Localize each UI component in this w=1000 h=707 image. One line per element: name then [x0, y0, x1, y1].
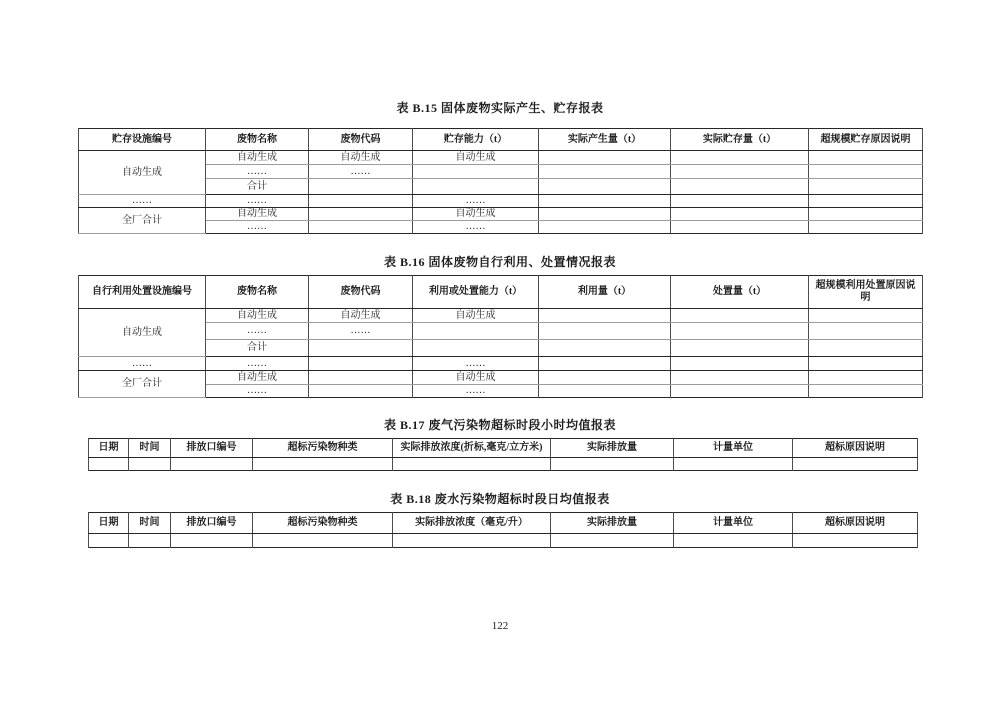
table-b15-title: 表 B.15 固体废物实际产生、贮存报表: [396, 101, 604, 115]
table-cell: [539, 151, 671, 165]
header-cell: 超标原因说明: [793, 513, 918, 534]
header-cell: 贮存能力（t）: [413, 129, 539, 151]
table-cell: [793, 534, 918, 548]
header-cell: 利用或处置能力（t）: [413, 276, 539, 309]
header-cell: 排放口编号: [171, 439, 253, 458]
table-cell: [671, 309, 809, 323]
header-cell: 计量单位: [674, 513, 793, 534]
header-cell: 日期: [89, 513, 129, 534]
header-cell: 利用量（t）: [539, 276, 671, 309]
table-row: [79, 385, 923, 398]
header-cell: 实际产生量（t）: [539, 129, 671, 151]
table-cell: ……: [309, 323, 413, 340]
table-cell: ……: [413, 195, 539, 208]
table-cell: [809, 371, 923, 385]
table-cell: [793, 458, 918, 471]
table-cell: 自动生成: [206, 151, 309, 165]
table-cell: [539, 195, 671, 208]
table-cell: [809, 309, 923, 323]
table-cell: [809, 179, 923, 195]
table-row: [79, 371, 923, 385]
table-cell: [539, 371, 671, 385]
table-cell: [539, 323, 671, 340]
header-cell: 日期: [89, 439, 129, 458]
header-cell: 废物代码: [309, 129, 413, 151]
table-cell: 自动生成: [79, 151, 206, 195]
table-header-row: [89, 439, 918, 458]
table-cell: ……: [206, 323, 309, 340]
header-cell: 实际排放浓度（毫克/升）: [393, 513, 551, 534]
table-cell: [413, 323, 539, 340]
table-cell: ……: [413, 221, 539, 234]
table-cell: [809, 357, 923, 371]
table-cell: [309, 208, 413, 221]
table-cell: [809, 385, 923, 398]
table-header-row: [79, 129, 923, 151]
header-cell: 处置量（t）: [671, 276, 809, 309]
table-header-row: [89, 513, 918, 534]
table-cell: ……: [206, 385, 309, 398]
table-cell: [674, 458, 793, 471]
table-row: [79, 179, 923, 195]
table-cell: [809, 323, 923, 340]
table-cell: [539, 385, 671, 398]
table-b16: [78, 275, 923, 398]
table-b18-title: 表 B.18 废水污染物超标时段日均值报表: [390, 492, 610, 506]
table-cell: 自动生成: [206, 208, 309, 221]
table-cell: ……: [309, 165, 413, 179]
table-cell: [539, 165, 671, 179]
header-cell: 贮存设施编号: [79, 129, 206, 151]
table-cell: [671, 357, 809, 371]
table-cell: [671, 221, 809, 234]
header-cell: 排放口编号: [171, 513, 253, 534]
table-cell: 合计: [206, 340, 309, 357]
table-cell: 自动生成: [413, 309, 539, 323]
table-cell: [539, 357, 671, 371]
header-cell: 超标污染物种类: [253, 513, 393, 534]
table-cell: 自动生成: [413, 371, 539, 385]
table-cell: [809, 151, 923, 165]
table-cell: [309, 385, 413, 398]
table-cell: [309, 340, 413, 357]
table-header-row: [79, 276, 923, 309]
table-cell: [671, 208, 809, 221]
header-cell: 自行利用处置设施编号: [79, 276, 206, 309]
table-cell: [89, 458, 129, 471]
table-cell: 全厂合计: [79, 371, 206, 398]
table-row: [79, 323, 923, 340]
header-cell: 废物名称: [206, 276, 309, 309]
table-cell: [671, 340, 809, 357]
table-cell: 自动生成: [206, 309, 309, 323]
table-cell: [413, 179, 539, 195]
table-cell: 自动生成: [206, 371, 309, 385]
table-b17: [88, 438, 918, 471]
table-row: [89, 458, 918, 471]
table-cell: [551, 458, 674, 471]
table-cell: [674, 534, 793, 548]
header-cell: 实际排放浓度(折标,毫克/立方米): [393, 439, 551, 458]
table-cell: 合计: [206, 179, 309, 195]
header-cell: 废物名称: [206, 129, 309, 151]
table-row: [79, 357, 923, 371]
table-row: [79, 340, 923, 357]
table-cell: [809, 221, 923, 234]
table-cell: [171, 458, 253, 471]
table-cell: [413, 165, 539, 179]
table-cell: [393, 458, 551, 471]
table-cell: 自动生成: [309, 309, 413, 323]
table-cell: [129, 534, 171, 548]
table-cell: [129, 458, 171, 471]
table-cell: 自动生成: [413, 151, 539, 165]
table-cell: [309, 179, 413, 195]
table-cell: [539, 221, 671, 234]
table-b15: [78, 128, 923, 234]
table-b16-title: 表 B.16 固体废物自行利用、处置情况报表: [383, 255, 616, 269]
table-cell: 自动生成: [309, 151, 413, 165]
table-cell: [671, 385, 809, 398]
table-cell: [89, 534, 129, 548]
table-cell: [309, 371, 413, 385]
table-cell: [253, 458, 393, 471]
table-cell: ……: [79, 357, 206, 371]
table-cell: ……: [206, 221, 309, 234]
table-cell: ……: [206, 357, 309, 371]
table-cell: [309, 221, 413, 234]
table-row: [79, 165, 923, 179]
table-cell: [539, 179, 671, 195]
header-cell: 实际排放量: [551, 513, 674, 534]
header-cell: 超规模利用处置原因说明: [809, 276, 923, 309]
table-cell: [671, 371, 809, 385]
header-cell: 计量单位: [674, 439, 793, 458]
table-cell: [809, 165, 923, 179]
table-b18: [88, 512, 918, 548]
table-cell: 全厂合计: [79, 208, 206, 234]
table-cell: [539, 309, 671, 323]
table-cell: [413, 340, 539, 357]
table-cell: [809, 340, 923, 357]
table-row: [89, 534, 918, 548]
header-cell: 超标原因说明: [793, 439, 918, 458]
table-b17-title: 表 B.17 废气污染物超标时段小时均值报表: [383, 418, 616, 432]
table-cell: 自动生成: [79, 309, 206, 357]
table-cell: [671, 179, 809, 195]
header-cell: 超标污染物种类: [253, 439, 393, 458]
table-cell: [809, 208, 923, 221]
table-cell: [671, 165, 809, 179]
header-cell: 废物代码: [309, 276, 413, 309]
table-cell: 自动生成: [413, 208, 539, 221]
header-cell: 时间: [129, 513, 171, 534]
table-cell: [671, 323, 809, 340]
table-cell: ……: [206, 165, 309, 179]
table-row: [79, 151, 923, 165]
table-row: [79, 195, 923, 208]
page-number: 122: [491, 620, 509, 632]
table-cell: [539, 340, 671, 357]
header-cell: 实际贮存量（t）: [671, 129, 809, 151]
table-cell: ……: [79, 195, 206, 208]
table-cell: [171, 534, 253, 548]
header-cell: 超规模贮存原因说明: [809, 129, 923, 151]
table-row: [79, 309, 923, 323]
table-cell: [253, 534, 393, 548]
table-cell: [671, 151, 809, 165]
table-row: [79, 221, 923, 234]
table-cell: [309, 357, 413, 371]
table-cell: [539, 208, 671, 221]
header-cell: 时间: [129, 439, 171, 458]
table-cell: [551, 534, 674, 548]
table-cell: ……: [413, 385, 539, 398]
table-cell: [671, 195, 809, 208]
table-row: [79, 208, 923, 221]
table-cell: [393, 534, 551, 548]
table-cell: [809, 195, 923, 208]
table-cell: ……: [206, 195, 309, 208]
table-cell: ……: [413, 357, 539, 371]
table-cell: [309, 195, 413, 208]
header-cell: 实际排放量: [551, 439, 674, 458]
